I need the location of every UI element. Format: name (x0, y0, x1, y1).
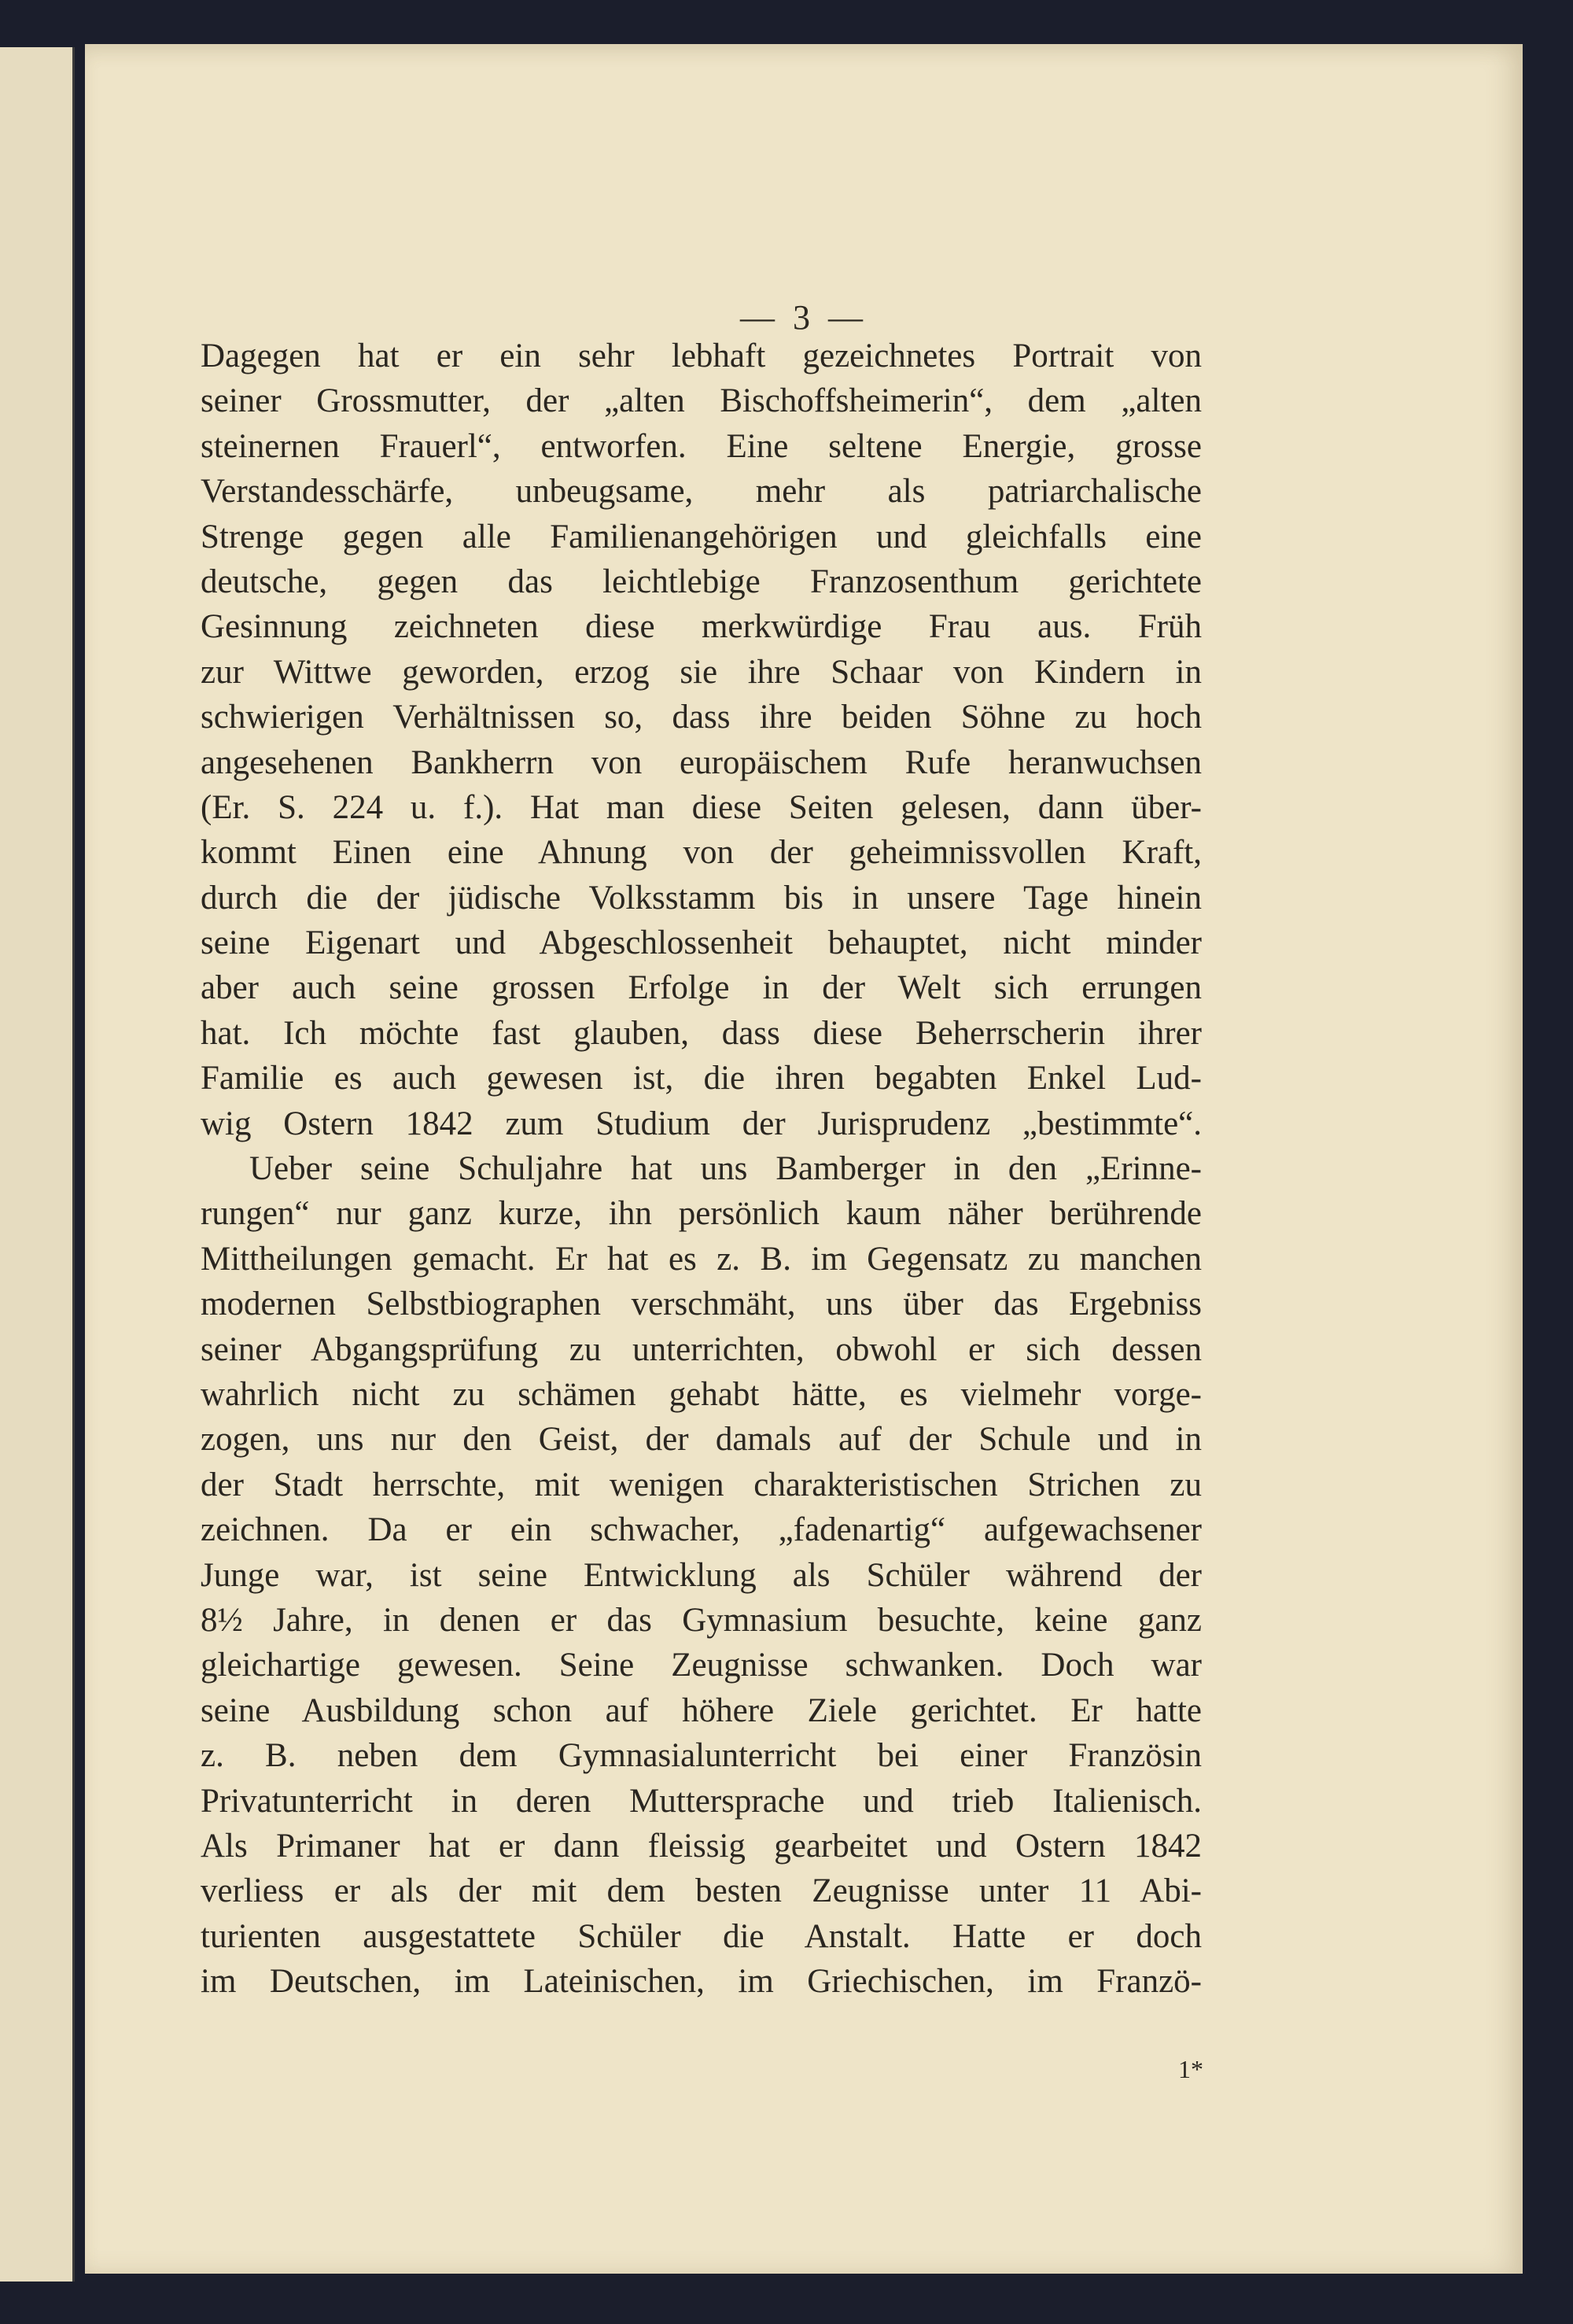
text-line: seiner Abgangsprüfung zu unterrichten, obwohl er sich dessen (201, 1330, 1202, 1368)
paragraph (201, 1146, 1202, 2004)
text-line: im Deutschen, im Lateinischen, im Griechischen, im Franzö- (201, 1963, 1202, 2001)
text-line: der Stadt herrschte, mit wenigen charakteristischen Strichen zu (201, 1466, 1202, 1503)
paragraph (201, 334, 1202, 1146)
text-line: Strenge gegen alle Familienangehörigen und gleichfalls eine (201, 518, 1202, 555)
text-line: durch die der jüdische Volksstamm bis in unsere Tage hinein (201, 879, 1202, 917)
text-line: zeichnen. Da er ein schwacher, „fadenartig“ aufgewachsener (201, 1511, 1202, 1549)
text-line: wig Ostern 1842 zum Studium der Jurisprudenz „bestimmte“. (201, 1105, 1202, 1142)
text-line: modernen Selbstbiographen verschmäht, uns über das Ergebniss (201, 1286, 1202, 1323)
text-line: Familie es auch gewesen ist, die ihren begabten Enkel Lud- (201, 1060, 1202, 1097)
signature-mark: 1* (1178, 2055, 1203, 2083)
text-line: gleichartige gewesen. Seine Zeugnisse schwanken. Doch war (201, 1647, 1202, 1684)
text-line: Verstandesschärfe, unbeugsame, mehr als patriarchalische (201, 473, 1202, 511)
text-line: hat. Ich möchte fast glauben, dass diese Beherrscherin ihrer (201, 1014, 1202, 1052)
text-line: angesehenen Bankherrn von europäischem Rufe heranwuchsen (201, 743, 1202, 781)
text-line: Dagegen hat er ein sehr lebhaft gezeichnetes Portrait von (201, 338, 1202, 374)
text-line: 8½ Jahre, in denen er das Gymnasium besuchte, keine ganz (201, 1601, 1202, 1639)
text-line: Mittheilungen gemacht. Er hat es z. B. im Gegensatz zu manchen (201, 1240, 1202, 1278)
text-line: wahrlich nicht zu schämen gehabt hätte, es vielmehr vorge- (201, 1375, 1202, 1413)
facing-page-edge (0, 47, 75, 2282)
text-line: zur Wittwe geworden, erzog sie ihre Schaar von Kindern in (201, 653, 1202, 691)
text-line: schwierigen Verhältnissen so, dass ihre beiden Söhne zu hoch (201, 699, 1202, 736)
text-line: zogen, uns nur den Geist, der damals auf der Schule und in (201, 1421, 1202, 1459)
text-line: seine Eigenart und Abgeschlossenheit behauptet, nicht minder (201, 924, 1202, 962)
text-line: seiner Grossmutter, der „alten Bischoffsheimerin“, dem „alten (201, 382, 1202, 420)
text-line: z. B. neben dem Gymnasialunterricht bei einer Französin (201, 1737, 1202, 1775)
text-line: (Er. S. 224 u. f.). Hat man diese Seiten gelesen, dann über- (201, 788, 1202, 826)
text-line: Ueber seine Schuljahre hat uns Bamberger in den „Erinne- (249, 1150, 1202, 1188)
text-line: rungen“ nur ganz kurze, ihn persönlich kaum näher berührende (201, 1195, 1202, 1233)
text-line: steinernen Frauerl“, entworfen. Eine seltene Energie, grosse (201, 427, 1202, 465)
body-text (201, 334, 1202, 2004)
text-line: Privatunterricht in deren Muttersprache und trieb Italienisch. (201, 1782, 1202, 1820)
page-number: — 3 — (740, 298, 868, 337)
text-line: deutsche, gegen das leichtlebige Franzosenthum gerichtete (201, 563, 1202, 600)
text-line: Gesinnung zeichneten diese merkwürdige Frau aus. Früh (201, 608, 1202, 646)
text-line: verliess er als der mit dem besten Zeugnisse unter 11 Abi- (201, 1872, 1202, 1910)
text-line: Junge war, ist seine Entwicklung als Schüler während der (201, 1556, 1202, 1594)
text-line: Als Primaner hat er dann fleissig gearbeitet und Ostern 1842 (201, 1827, 1202, 1865)
text-line: seine Ausbildung schon auf höhere Ziele gerichtet. Er hatte (201, 1691, 1202, 1729)
text-line: turienten ausgestattete Schüler die Anstalt. Hatte er doch (201, 1917, 1202, 1955)
text-line: kommt Einen eine Ahnung von der geheimnissvollen Kraft, (201, 834, 1202, 872)
text-line: aber auch seine grossen Erfolge in der Welt sich errungen (201, 969, 1202, 1007)
